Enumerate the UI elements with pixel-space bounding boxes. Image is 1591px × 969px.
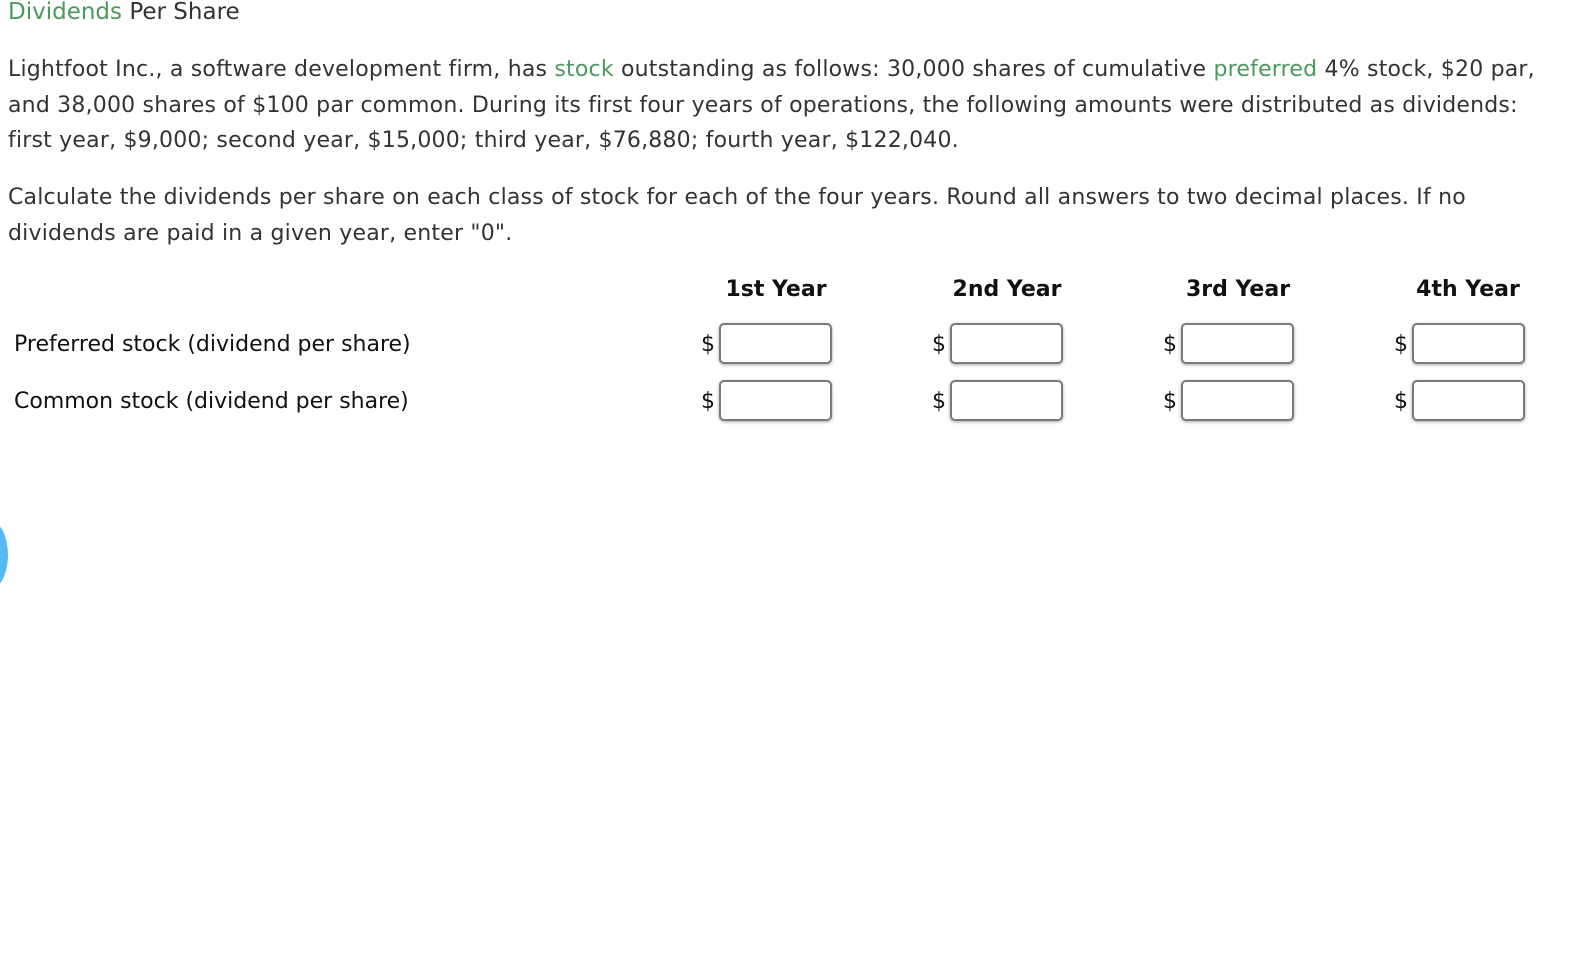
preferred-year4-input[interactable]	[1412, 323, 1525, 364]
header-3rd-year: 3rd Year	[1185, 277, 1291, 302]
side-indicator[interactable]	[0, 520, 8, 590]
problem-statement	[8, 52, 1568, 159]
problem-text-part-1: Lightfoot Inc., a software development firm, has	[8, 57, 555, 82]
preferred-year3-input[interactable]	[1181, 323, 1294, 364]
stock-link[interactable]: stock	[554, 57, 614, 82]
common-year4-input[interactable]	[1412, 380, 1525, 421]
instructions: Calculate the dividends per share on each class of stock for each of the four years. Round all answers to two decimal places. If no dividends are paid in a given year, enter "0".	[8, 185, 1466, 246]
preferred-link[interactable]: preferred	[1213, 57, 1318, 82]
page-title	[8, 0, 240, 27]
dollar-sign: $	[701, 389, 715, 414]
dividends-link[interactable]: Dividends	[8, 0, 123, 25]
dollar-sign: $	[1394, 332, 1408, 357]
problem-text-part-3: 4% stock, $20 par, and 38,000 shares of $100 par common. During its first four years of operations, the following amounts were distributed as dividends: first year, $9,000; second year, $15,000; third year, $76,880; fourth year, $122,040.	[8, 57, 1535, 153]
preferred-year1-input[interactable]	[719, 323, 832, 364]
dollar-sign: $	[701, 332, 715, 357]
common-year2-input[interactable]	[950, 380, 1063, 421]
preferred-year2-input[interactable]	[950, 323, 1063, 364]
dollar-sign: $	[932, 332, 946, 357]
dollar-sign: $	[1163, 332, 1177, 357]
dollar-sign: $	[932, 389, 946, 414]
row-label-preferred: Preferred stock (dividend per share)	[14, 332, 411, 357]
problem-text-part-2: outstanding as follows: 30,000 shares of cumulative	[613, 57, 1214, 82]
common-year1-input[interactable]	[719, 380, 832, 421]
common-year3-input[interactable]	[1181, 380, 1294, 421]
dollar-sign: $	[1394, 389, 1408, 414]
page-title-rest: Per Share	[122, 0, 240, 25]
dollar-sign: $	[1163, 389, 1177, 414]
row-label-common: Common stock (dividend per share)	[14, 389, 409, 414]
header-4th-year: 4th Year	[1416, 277, 1520, 302]
header-2nd-year: 2nd Year	[952, 277, 1062, 302]
header-1st-year: 1st Year	[725, 277, 827, 302]
